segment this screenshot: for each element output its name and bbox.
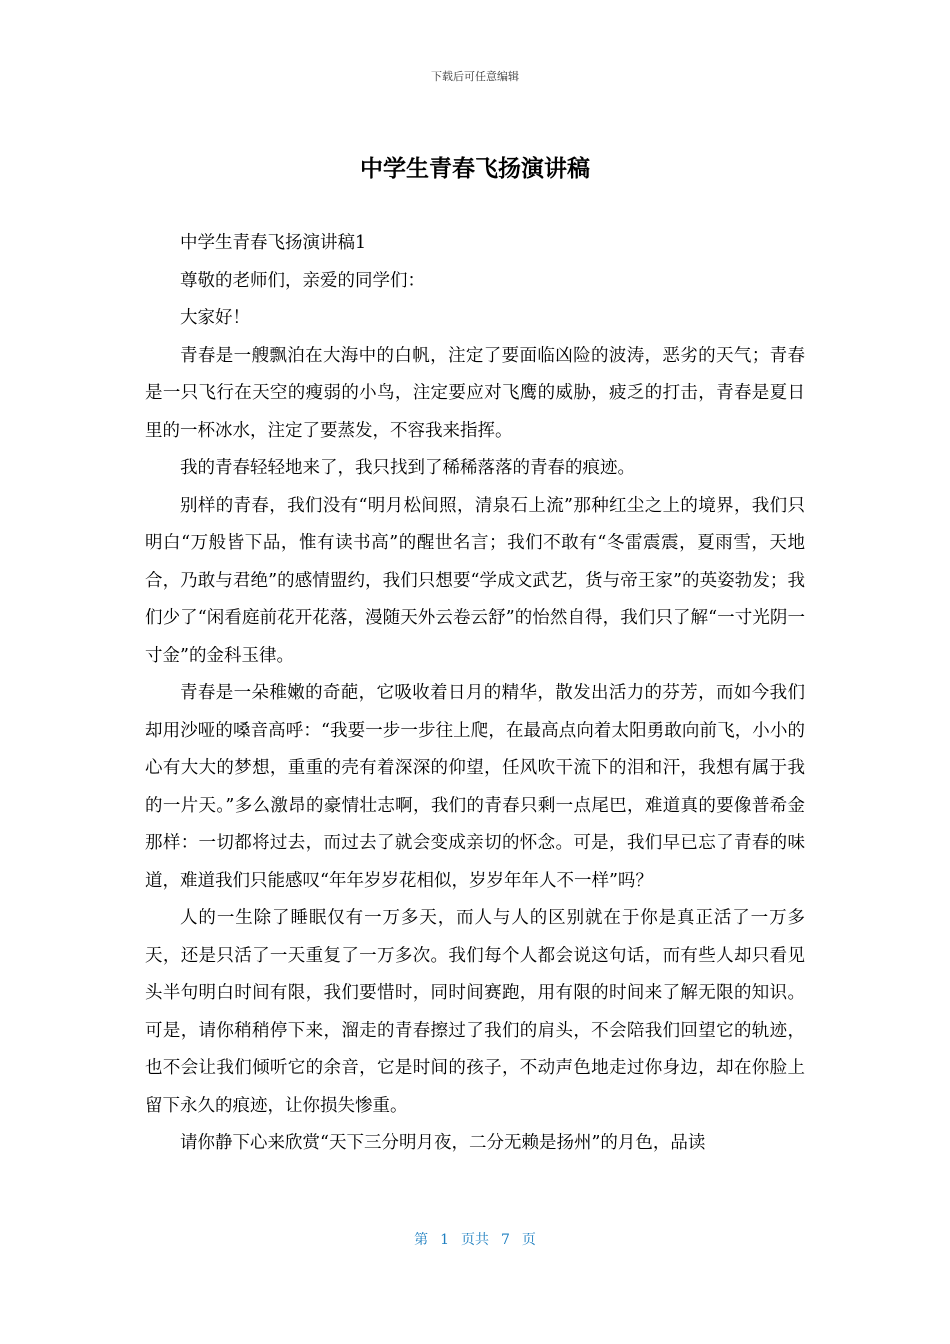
paragraph: 别样的青春，我们没有“明月松间照，清泉石上流”那种红尘之上的境界，我们只明白“万般皆下品，惟有读书高”的醒世名言；我们不敢有“冬雷震震，夏雨雪，天地合，乃敢与君绝”的感情盟约，我们只想要“学成文武艺，货与帝王家”的英姿勃发；我们少了“闲看庭前花开花落，漫随天外云卷云舒”的怡然自得，我们只了解“一寸光阴一寸金”的金科玉律。: [145, 495, 805, 666]
paragraph-greeting: 大家好！: [180, 308, 250, 328]
footer-middle: 页共: [461, 1232, 489, 1248]
footer-suffix: 页: [521, 1232, 536, 1248]
document-title: 中学生青春飞扬演讲稿: [360, 156, 590, 182]
paragraph-salutation: 尊敬的老师们，亲爱的同学们：: [180, 270, 425, 291]
page-number: 1: [440, 1232, 449, 1248]
header-note: 下载后可任意编辑: [431, 70, 519, 83]
paragraph: 青春是一朵稚嫩的奇葩，它吸收着日月的精华，散发出活力的芬芳，而如今我们却用沙哑的嗓音高呼：“我要一步一步往上爬，在最高点向着太阳勇敢向前飞，小小的心有大大的梦想，重重的壳有着深深的仰望，任风吹干流下的泪和汗，我想有属于我的一片天。”多么激昂的豪情壮志啊，我们的青春只剩一点尾巴，难道真的要像普希金那样：一切都将过去，而过去了就会变成亲切的怀念。可是，我们早已忘了青春的味道，难道我们只能感叹“年年岁岁花相似，岁岁年年人不一样”吗？: [145, 683, 805, 891]
footer-prefix: 第: [414, 1232, 429, 1248]
paragraph: 我的青春轻轻地来了，我只找到了稀稀落落的青春的痕迹。: [180, 458, 635, 478]
document-body: [145, 225, 805, 1163]
paragraph: 人的一生除了睡眠仅有一万多天，而人与人的区别就在于你是真正活了一万多天，还是只活了一天重复了一万多次。我们每个人都会说这句话，而有些人却只看见头半句明白时间有限，我们要惜时，同时间赛跑，用有限的时间来了解无限的知识。可是，请你稍稍停下来，溜走的青春擦过了我们的肩头，不会陪我们回望它的轨迹，也不会让我们倾听它的余音，它是时间的孩子，不动声色地走过你身边，却在你脸上留下永久的痕迹，让你损失惨重。: [145, 908, 805, 1116]
paragraph: 请你静下心来欣赏“天下三分明月夜，二分无赖是扬州”的月色，品读: [180, 1133, 706, 1153]
paragraph-heading: 中学生青春飞扬演讲稿1: [180, 233, 367, 253]
total-pages: 7: [501, 1232, 510, 1248]
page-footer: [0, 1229, 950, 1249]
paragraph: 青春是一艘飘泊在大海中的白帆，注定了要面临凶险的波涛，恶劣的天气；青春是一只飞行在天空的瘦弱的小鸟，注定要应对飞鹰的威胁，疲乏的打击，青春是夏日里的一杯冰水，注定了要蒸发，不容我来指挥。: [145, 345, 805, 441]
